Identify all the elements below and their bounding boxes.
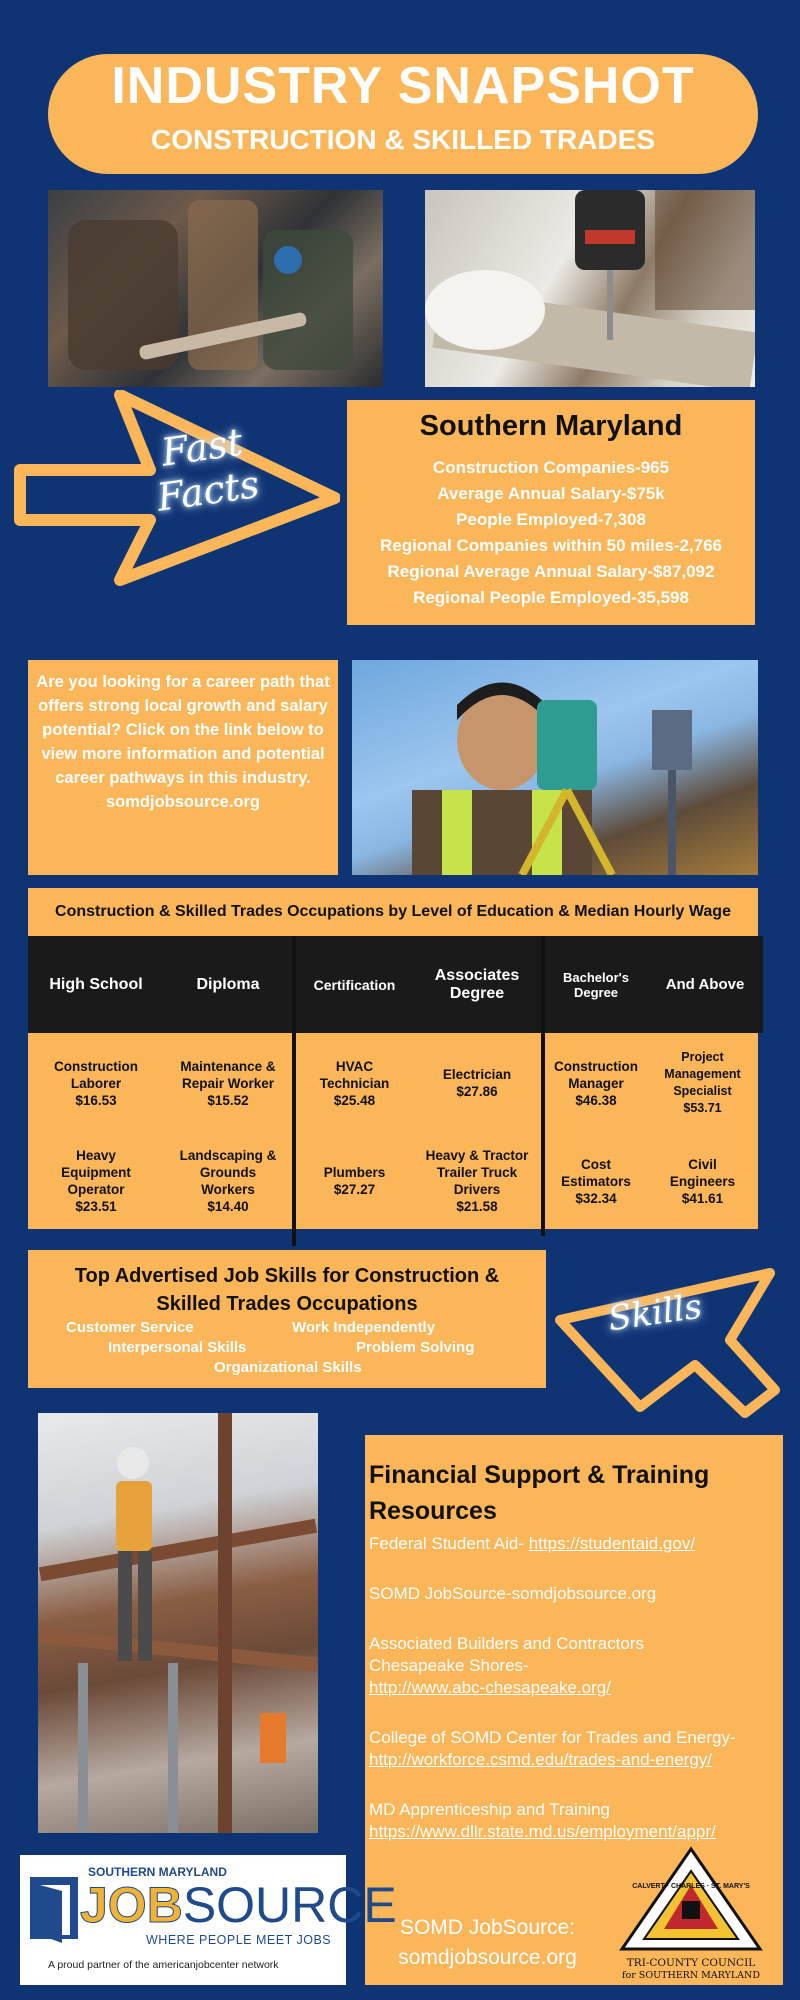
occupation-name: Project Management Specialist [664,1050,741,1098]
financial-footer [365,1913,610,1973]
skill-item: Organizational Skills [214,1359,362,1376]
occupation-cell [296,1133,413,1229]
occupation-name: Heavy & Tractor Trailer Truck Drivers [425,1148,529,1197]
occupation-wage: $27.86 [456,1084,498,1099]
tricounty-line2: for SOUTHERN MARYLAND [622,1970,760,1981]
footer-line1: SOMD JobSource: [399,1916,576,1939]
resource-item [369,1727,778,1771]
occupation-cell [545,1033,647,1133]
occupation-wage: $27.27 [333,1182,376,1197]
occupation-wage: $14.40 [207,1199,249,1214]
occupation-name: Plumbers [323,1165,386,1180]
occupation-name: Construction Laborer [54,1058,138,1091]
occupation-wage: $41.61 [681,1190,724,1206]
skill-item: Interpersonal Skills [108,1339,247,1356]
skills-title-text: Top Advertised Job Skills for Construction & Skilled Trades Occupations [74,1265,500,1315]
occupation-cell [296,1033,413,1133]
resource-item [369,1633,778,1699]
surveyor-photo [352,660,758,875]
career-prompt-text: Are you looking for a career path that offers strong local growth and salary potential? Click on the link below to view more information and potential career pathways in this industry. [36,673,330,787]
career-prompt-box [28,660,338,875]
steel-worker-photo [38,1413,318,1833]
resource-link[interactable]: https://studentaid.gov/ [528,1534,696,1553]
occupation-name: Heavy Equipment Operator [61,1148,131,1197]
tri-county-council-logo [618,1845,764,1985]
jobsource-job: JOB [80,1877,183,1933]
region-title: Southern Maryland [419,410,683,442]
resource-item [369,1583,778,1605]
resource-label: MD Apprenticeship and Training [369,1800,610,1819]
occupation-cell [413,1133,541,1229]
footer-line2[interactable]: somdjobsource.org [398,1946,577,1969]
occupation-wage: $53.71 [683,1101,722,1115]
occupations-title: Construction & Skilled Trades Occupations by Level of Education & Median Hourly Wage [55,903,731,920]
tricounty-counties: CALVERT · CHARLES · ST. MARY'S [632,1883,750,1890]
occupation-name: Cost Estimators [561,1156,631,1189]
occupation-wage: $21.58 [456,1199,498,1214]
page-title: INDUSTRY SNAPSHOT [111,57,695,115]
jobsource-wordmark [80,1877,397,1933]
jobsource-tagline: WHERE PEOPLE MEET JOBS [146,1933,332,1947]
resource-link[interactable]: http://www.abc-chesapeake.org/ [369,1678,611,1697]
occupation-cell [164,1133,292,1229]
occupation-wage: $16.53 [75,1092,117,1108]
career-prompt-link[interactable]: somdjobsource.org [105,793,261,811]
maryland-triangle-icon [618,1845,764,1955]
occupation-cell [164,1033,292,1133]
resource-label[interactable]: SOMD JobSource-somdjobsource.org [369,1584,657,1603]
fast-label-line2: Facts [154,461,262,520]
skill-item: Work Independently [292,1319,436,1336]
jobsource-top: SOUTHERN MARYLAND [88,1865,227,1879]
header-associates: Associates Degree [413,936,541,1033]
occupation-wage: $15.52 [207,1092,249,1108]
occupation-wage: $46.38 [575,1092,617,1108]
fact-item: Regional People Employed-35,598 [413,588,689,607]
header-bachelors: Bachelor's Degree [545,936,647,1033]
occupation-name: Maintenance & Repair Worker [180,1058,276,1091]
occupation-cell [545,1133,647,1229]
fact-item: Construction Companies-965 [432,458,670,477]
occupation-wage: $32.34 [575,1190,617,1206]
occupations-title-box [28,888,758,936]
jobsource-source: SOURCE [182,1877,397,1933]
jobsource-logo [20,1855,397,1985]
header-and-above: And Above [647,936,763,1033]
resource-label: Associated Builders and Contractors Chesapeake Shores- [369,1634,644,1675]
occupation-name: Civil Engineers [669,1156,736,1189]
resource-link[interactable]: https://www.dllr.state.md.us/employment/appr/ [369,1822,716,1841]
fact-item: People Employed-7,308 [456,510,646,529]
southern-maryland-facts [347,400,755,625]
occupation-cell [413,1033,541,1133]
header-diploma: Diploma [164,936,292,1033]
fact-item: Average Annual Salary-$75k [437,484,665,503]
occupation-cell [28,1133,164,1229]
occupation-wage: $25.48 [333,1092,376,1108]
skill-item: Customer Service [66,1319,194,1336]
occupation-cell [28,1033,164,1133]
resource-label: College of SOMD Center for Trades and Energy- [369,1728,736,1747]
jobsource-partner: A proud partner of the americanjobcenter network [48,1959,279,1971]
skills-title [28,1262,546,1318]
header-high-school: High School [28,936,164,1033]
financial-title: Financial Support & Training Resources [369,1461,710,1525]
occupation-cell [647,1133,758,1229]
skills-arrow-icon [550,1265,780,1420]
occupation-wage: $23.51 [75,1199,117,1214]
occupation-name: Construction Manager [554,1058,638,1091]
page-subtitle: CONSTRUCTION & SKILLED TRADES [151,124,655,155]
resource-label: Federal Student Aid- [369,1534,529,1553]
toolbelt-photo [48,190,383,387]
occupation-name: Electrician [442,1067,512,1082]
resource-item [369,1799,778,1843]
tricounty-line1: TRI-COUNTY COUNCIL [626,1957,756,1969]
occupation-name: Landscaping & Grounds Workers [179,1148,277,1197]
occupation-cell [647,1033,758,1133]
resource-item [369,1533,778,1555]
drill-photo [425,190,755,387]
fact-item: Regional Companies within 50 miles-2,766 [380,536,722,555]
header-certification: Certification [296,936,413,1033]
fact-item: Regional Average Annual Salary-$87,092 [387,562,715,581]
occupation-name: HVAC Technician [319,1058,390,1091]
skills-label: Skills [605,1286,705,1340]
skill-item: Problem Solving [356,1339,475,1356]
resource-link[interactable]: http://workforce.csmd.edu/trades-and-energy/ [369,1750,712,1769]
fast-label-line1: Fast [158,419,246,475]
